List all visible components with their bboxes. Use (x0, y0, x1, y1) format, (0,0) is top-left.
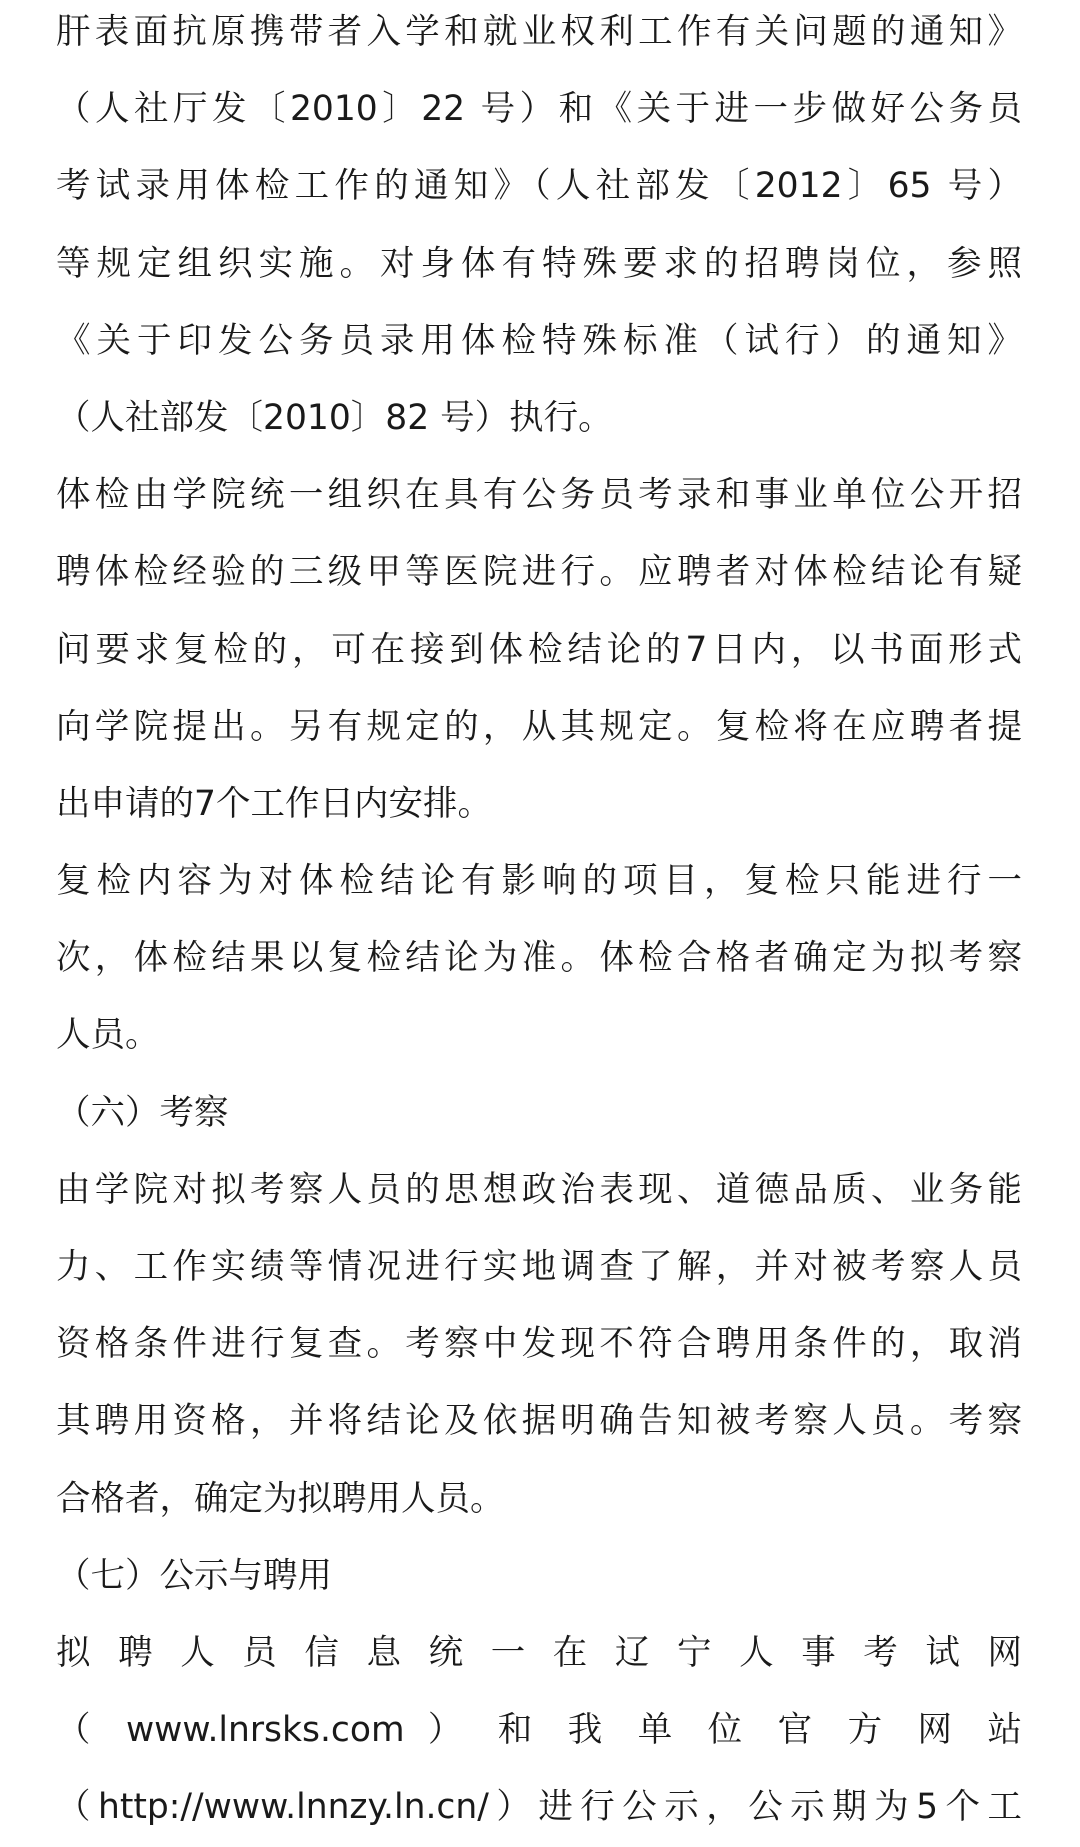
text-line: 人员。 (56, 1015, 160, 1056)
text-line: 问要求复检的，可在接到体检结论的7日内，以书面形式 (56, 629, 1022, 670)
text-line: 力、工作实绩等情况进行实地调查了解，并对被考察人员 (56, 1247, 1022, 1287)
section-heading: （六）考察 (56, 1092, 229, 1133)
text-line: 《关于印发公务员录用体检特殊标准（试行）的通知》 (56, 320, 1022, 361)
text-line: 合格者，确定为拟聘用人员。 (56, 1478, 505, 1519)
text-line: 复检内容为对体检结论有影响的项目，复检只能进行一 (56, 861, 1022, 902)
text-line: 考试录用体检工作的通知》（人社部发〔2012〕65 号） (56, 166, 1022, 207)
text-line: 其聘用资格，并将结论及依据明确告知被考察人员。考察 (56, 1401, 1022, 1442)
section-heading: （七）公示与聘用 (56, 1555, 332, 1596)
text-line: （http://www.lnnzy.ln.cn/）进行公示，公示期为5个工 (56, 1787, 1022, 1828)
text-line: （ www.lnrsks.com ） 和 我 单 位 官 方 网 站 (56, 1710, 1022, 1751)
text-line: 拟 聘 人 员 信 息 统 一 在 辽 宁 人 事 考 试 网 (56, 1632, 1022, 1673)
text-line: 次，体检结果以复检结论为准。体检合格者确定为拟考察 (56, 938, 1022, 979)
text-line: 肝表面抗原携带者入学和就业权利工作有关问题的通知》 (56, 12, 1022, 52)
article-body (56, 0, 1022, 1847)
text-line: 向学院提出。另有规定的，从其规定。复检将在应聘者提 (56, 706, 1022, 747)
text-line: 出申请的7个工作日内安排。 (56, 783, 492, 824)
text-line: 由学院对拟考察人员的思想政治表现、道德品质、业务能 (56, 1169, 1022, 1210)
text-line: 体检由学院统一组织在具有公务员考录和事业单位公开招 (56, 475, 1022, 516)
text-line: 聘体检经验的三级甲等医院进行。应聘者对体检结论有疑 (56, 552, 1022, 593)
text-line: 等规定组织实施。对身体有特殊要求的招聘岗位，参照 (56, 243, 1022, 284)
text-line: （人社部发〔2010〕82 号）执行。 (56, 397, 613, 438)
text-line: （人社厅发〔2010〕22 号）和《关于进一步做好公务员 (56, 89, 1022, 130)
text-line: 资格条件进行复查。考察中发现不符合聘用条件的，取消 (56, 1324, 1022, 1365)
